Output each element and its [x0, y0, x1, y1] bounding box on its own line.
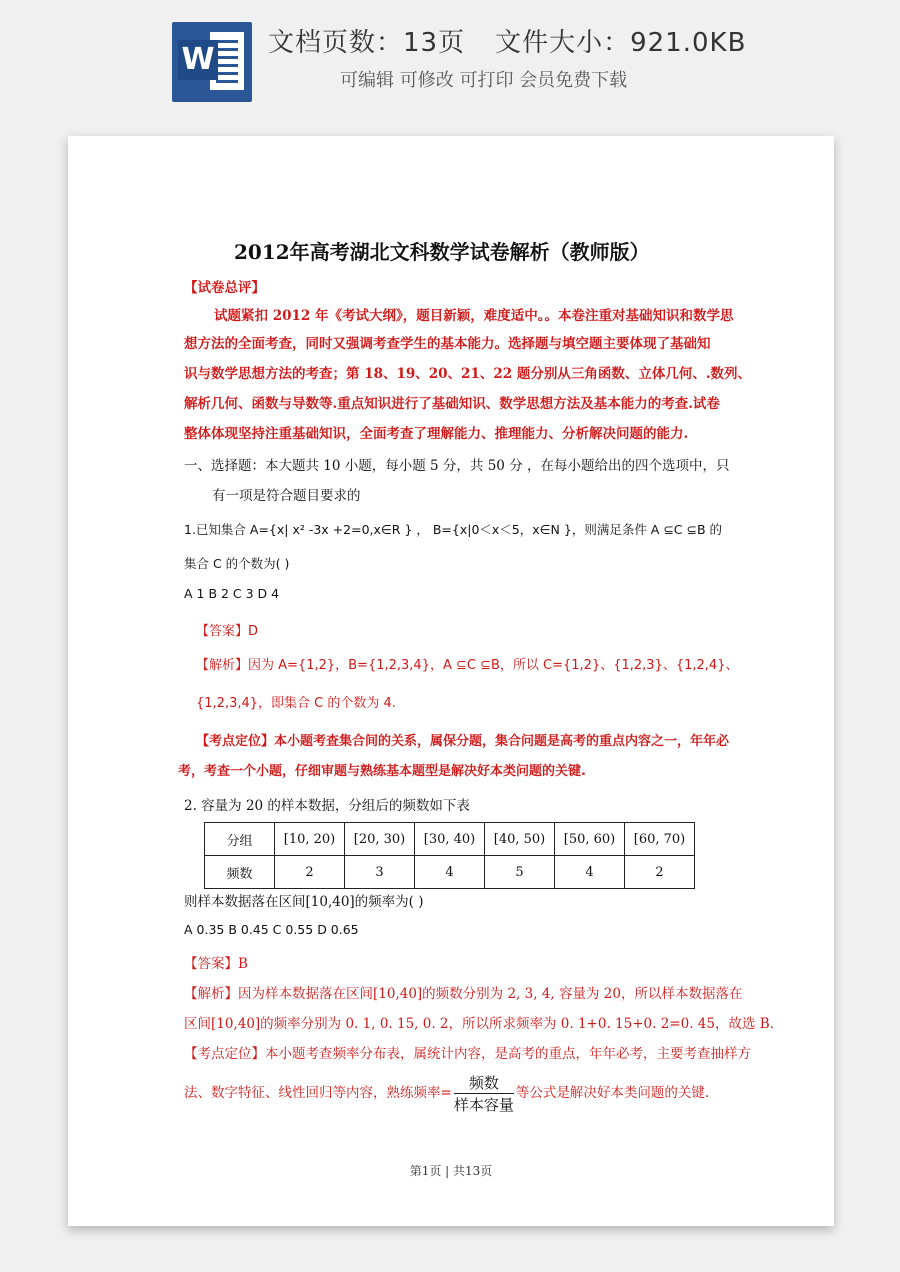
- review-line: 想方法的全面考查，同时又强调考查学生的基本能力。选择题与填空题主要体现了基础知: [184, 336, 711, 352]
- table-cell: 3: [345, 856, 415, 889]
- q2-analysis-cont: 区间[10,40]的频率分别为 0. 1, 0. 15, 0. 2，所以所求频率为 0. 1+0. 15+0. 2=0. 45，故选 B.: [184, 1016, 774, 1032]
- table-cell: 分组: [205, 823, 275, 856]
- review-line: 试题紧扣 2012 年《考试大纲》，题目新颖，难度适中。。本卷注重对基础知识和数学思: [214, 308, 734, 324]
- review-line: 识与数学思想方法的考查；第 18、19、20、21、22 题分别从三角函数、立体几何、.数列、: [184, 366, 752, 382]
- q1-point: 【考点定位】本小题考查集合间的关系，属保分题，集合问题是高考的重点内容之一，年年必: [196, 734, 730, 749]
- q2-analysis: 【解析】因为样本数据落在区间[10,40]的频数分别为 2, 3, 4, 容量为 20，所以样本数据落在: [184, 986, 743, 1002]
- section-heading-cont: 有一项是符合题目要求的: [212, 488, 361, 504]
- header-banner: [0, 0, 900, 120]
- table-cell: [20, 30): [345, 823, 415, 856]
- page-footer: 第1页 | 共13页: [409, 1164, 493, 1178]
- file-size: 文件大小：921.0KB: [495, 28, 747, 58]
- page-count: 文档页数：13页: [268, 28, 466, 58]
- table-row: [205, 823, 695, 856]
- q2-options: A 0.35 B 0.45 C 0.55 D 0.65: [184, 922, 359, 937]
- review-line: 整体体现坚持注重基础知识，全面考查了理解能力、推理能力、分析解决问题的能力.: [184, 426, 689, 442]
- table-cell: 2: [625, 856, 695, 889]
- q1-answer: 【答案】D: [196, 624, 259, 639]
- q1-stem-cont: 集合 C 的个数为( ): [184, 556, 290, 571]
- document-info: [268, 22, 746, 59]
- q2-answer: 【答案】B: [184, 956, 248, 972]
- table-cell: 4: [555, 856, 625, 889]
- q2-point-cont: 法、数字特征、线性回归等内容，熟练频率= $\frac{\text{频数}}{\text{样本容量}}$ 等公式是解决好本类问题的关键.: [184, 1074, 710, 1114]
- table-cell: 2: [275, 856, 345, 889]
- q2-point: 【考点定位】本小题考查频率分布表，属统计内容，是高考的重点，年年必考，主要考查抽样方: [184, 1046, 751, 1062]
- review-heading: 【试卷总评】: [184, 280, 265, 296]
- table-row: [205, 856, 695, 889]
- table-cell: [40, 50): [485, 823, 555, 856]
- q1-stem: 1.已知集合 A={x| x² -3x +2=0,x∈R } ， B={x|0＜x＜5，x∈N }，则满足条件 A ⊆C ⊆B 的: [184, 522, 723, 537]
- table-cell: 4: [415, 856, 485, 889]
- feature-list: 可编辑 可修改 可打印 会员免费下载: [340, 70, 628, 91]
- q1-options: A 1 B 2 C 3 D 4: [184, 586, 280, 601]
- q2-question: 则样本数据落在区间[10,40]的频率为( ): [184, 894, 424, 910]
- frequency-fraction: $\frac{\text{频数}}{\text{样本容量}}$: [453, 1074, 514, 1114]
- frequency-table: [204, 822, 695, 889]
- section-heading: 一、选择题：本大题共 10 小题，每小题 5 分，共 50 分 ，在每小题给出的四个选项中，只: [184, 458, 730, 474]
- table-cell: [60, 70): [625, 823, 695, 856]
- document-page: [68, 136, 834, 1226]
- table-cell: 5: [485, 856, 555, 889]
- table-cell: [30, 40): [415, 823, 485, 856]
- q1-analysis: 【解析】因为 A={1,2}，B={1,2,3,4}，A ⊆C ⊆B，所以 C={1,2}、{1,2,3}、{1,2,4}、: [196, 658, 739, 673]
- table-cell: [50, 60): [555, 823, 625, 856]
- table-cell: 频数: [205, 856, 275, 889]
- q2-stem: 2. 容量为 20 的样本数据，分组后的频数如下表: [184, 798, 470, 814]
- table-cell: [10, 20): [275, 823, 345, 856]
- q1-analysis-cont: {1,2,3,4}，即集合 C 的个数为 4.: [196, 696, 396, 711]
- review-line: 解析几何、函数与导数等.重点知识进行了基础知识、数学思想方法及基本能力的考查.试卷: [184, 396, 720, 412]
- word-document-icon: W: [172, 22, 252, 102]
- q1-point-cont: 考，考查一个小题，仔细审题与熟练基本题型是解决好本类问题的关键.: [178, 764, 586, 779]
- document-title: 2012年高考湖北文科数学试卷解析（教师版）: [234, 240, 650, 264]
